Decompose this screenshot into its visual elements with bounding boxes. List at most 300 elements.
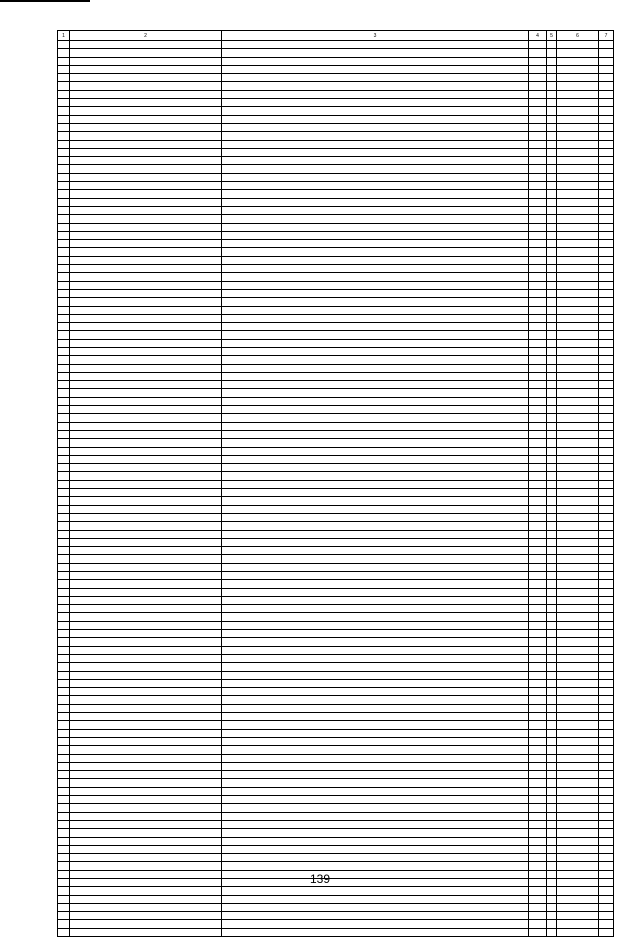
table-cell <box>547 663 557 671</box>
table-cell <box>547 746 557 754</box>
table-cell <box>547 256 557 264</box>
table-cell <box>58 920 70 928</box>
table-cell <box>557 920 599 928</box>
table-cell <box>70 455 222 463</box>
table-cell <box>70 845 222 853</box>
table-cell <box>58 82 70 90</box>
table-cell <box>557 256 599 264</box>
table-cell <box>58 49 70 57</box>
table-row <box>58 356 614 364</box>
table-cell <box>529 74 547 82</box>
table-cell <box>529 928 547 936</box>
table-row <box>58 298 614 306</box>
table-cell <box>58 165 70 173</box>
table-cell <box>547 223 557 231</box>
table-cell <box>557 265 599 273</box>
table-cell <box>557 140 599 148</box>
table-cell <box>547 862 557 870</box>
table-cell <box>529 762 547 770</box>
table-cell <box>547 787 557 795</box>
table-cell <box>557 497 599 505</box>
table-cell <box>557 414 599 422</box>
table-cell <box>58 480 70 488</box>
table-cell <box>599 737 614 745</box>
table-cell <box>557 173 599 181</box>
table-cell <box>222 74 529 82</box>
table-row <box>58 41 614 49</box>
table-cell <box>599 414 614 422</box>
table-cell <box>547 928 557 936</box>
table-cell <box>529 713 547 721</box>
table-cell <box>529 372 547 380</box>
table-cell <box>58 771 70 779</box>
table-cell <box>222 256 529 264</box>
table-cell <box>547 754 557 762</box>
table-cell <box>599 165 614 173</box>
table-cell <box>58 522 70 530</box>
table-cell <box>529 572 547 580</box>
table-cell <box>529 289 547 297</box>
table-cell <box>58 240 70 248</box>
table-cell <box>547 837 557 845</box>
table-cell <box>557 231 599 239</box>
table-cell <box>58 588 70 596</box>
table-cell <box>222 165 529 173</box>
table-cell <box>599 704 614 712</box>
table-cell <box>547 704 557 712</box>
table-row <box>58 256 614 264</box>
table-cell <box>58 497 70 505</box>
table-cell <box>547 671 557 679</box>
table-cell <box>222 737 529 745</box>
table-cell <box>58 696 70 704</box>
table-cell <box>58 422 70 430</box>
table-cell <box>70 688 222 696</box>
table-cell <box>529 796 547 804</box>
table-cell <box>557 323 599 331</box>
table-cell <box>599 99 614 107</box>
table-cell <box>58 256 70 264</box>
table-cell <box>70 920 222 928</box>
table-cell <box>70 555 222 563</box>
table-cell <box>547 298 557 306</box>
table-cell <box>599 679 614 687</box>
table-cell <box>557 912 599 920</box>
table-cell <box>599 190 614 198</box>
table-cell <box>557 605 599 613</box>
column-number: 7 <box>599 31 614 41</box>
table-cell <box>547 588 557 596</box>
table-cell <box>58 107 70 115</box>
table-cell <box>222 148 529 156</box>
table-cell <box>599 90 614 98</box>
table-cell <box>529 837 547 845</box>
table-cell <box>557 779 599 787</box>
table-cell <box>58 430 70 438</box>
table-cell <box>70 912 222 920</box>
table-cell <box>547 198 557 206</box>
table-cell <box>70 115 222 123</box>
table-cell <box>547 41 557 49</box>
table-cell <box>70 231 222 239</box>
table-cell <box>599 256 614 264</box>
table-cell <box>70 215 222 223</box>
table-row <box>58 679 614 687</box>
table-cell <box>222 671 529 679</box>
table-cell <box>557 57 599 65</box>
table-cell <box>547 231 557 239</box>
table-cell <box>70 182 222 190</box>
table-cell <box>58 796 70 804</box>
table-cell <box>529 630 547 638</box>
table-row <box>58 729 614 737</box>
table-cell <box>58 530 70 538</box>
table-cell <box>222 447 529 455</box>
table-cell <box>557 862 599 870</box>
table-cell <box>599 314 614 322</box>
table-cell <box>557 621 599 629</box>
table-cell <box>529 522 547 530</box>
table-cell <box>529 887 547 895</box>
table-cell <box>547 273 557 281</box>
table-cell <box>547 489 557 497</box>
table-row <box>58 339 614 347</box>
table-cell <box>58 57 70 65</box>
table-row <box>58 812 614 820</box>
table-cell <box>222 381 529 389</box>
table-cell <box>557 314 599 322</box>
table-cell <box>58 721 70 729</box>
table-cell <box>547 580 557 588</box>
table-cell <box>58 820 70 828</box>
table-cell <box>557 671 599 679</box>
table-cell <box>547 49 557 57</box>
table-row <box>58 472 614 480</box>
table-cell <box>58 148 70 156</box>
table-row <box>58 65 614 73</box>
table-cell <box>222 215 529 223</box>
table-cell <box>547 356 557 364</box>
table-cell <box>58 812 70 820</box>
table-cell <box>599 771 614 779</box>
table-cell <box>70 397 222 405</box>
table-cell <box>599 613 614 621</box>
table-cell <box>529 787 547 795</box>
table-cell <box>547 406 557 414</box>
table-row <box>58 713 614 721</box>
table-cell <box>58 206 70 214</box>
table-row <box>58 887 614 895</box>
table-cell <box>599 812 614 820</box>
table-cell <box>529 505 547 513</box>
table-cell <box>529 430 547 438</box>
table-row <box>58 845 614 853</box>
table-row <box>58 107 614 115</box>
table-cell <box>557 522 599 530</box>
table-cell <box>599 497 614 505</box>
table-cell <box>529 173 547 181</box>
table-cell <box>599 480 614 488</box>
table-cell <box>547 364 557 372</box>
table-cell <box>599 240 614 248</box>
table-cell <box>599 671 614 679</box>
table-cell <box>58 215 70 223</box>
table-cell <box>547 480 557 488</box>
table-cell <box>557 82 599 90</box>
column-number: 4 <box>529 31 547 41</box>
table-cell <box>547 182 557 190</box>
table-cell <box>599 538 614 546</box>
table-cell <box>557 99 599 107</box>
table-cell <box>222 190 529 198</box>
table-cell <box>599 198 614 206</box>
table-cell <box>599 422 614 430</box>
table-cell <box>222 721 529 729</box>
table-cell <box>529 621 547 629</box>
table-cell <box>529 314 547 322</box>
table-row <box>58 248 614 256</box>
table-cell <box>58 123 70 131</box>
table-cell <box>529 206 547 214</box>
table-cell <box>58 339 70 347</box>
table-cell <box>70 140 222 148</box>
table-cell <box>547 679 557 687</box>
table-cell <box>222 613 529 621</box>
table-cell <box>529 472 547 480</box>
table-cell <box>222 173 529 181</box>
table-cell <box>222 547 529 555</box>
table-cell <box>547 331 557 339</box>
table-cell <box>547 464 557 472</box>
table-cell <box>529 455 547 463</box>
table-cell <box>547 779 557 787</box>
table-cell <box>599 887 614 895</box>
table-cell <box>557 688 599 696</box>
table-cell <box>547 447 557 455</box>
column-number: 1 <box>58 31 70 41</box>
table-cell <box>58 779 70 787</box>
table-cell <box>70 364 222 372</box>
table-cell <box>222 206 529 214</box>
table-row <box>58 654 614 662</box>
table-cell <box>557 430 599 438</box>
table-cell <box>529 157 547 165</box>
table-cell <box>599 381 614 389</box>
table-cell <box>557 49 599 57</box>
table-cell <box>599 796 614 804</box>
table-cell <box>70 306 222 314</box>
table-row <box>58 704 614 712</box>
table-cell <box>70 854 222 862</box>
table-cell <box>58 406 70 414</box>
table-cell <box>222 364 529 372</box>
table-cell <box>70 99 222 107</box>
table-cell <box>70 862 222 870</box>
table-cell <box>222 41 529 49</box>
table-cell <box>557 538 599 546</box>
table-cell <box>599 596 614 604</box>
table-cell <box>557 148 599 156</box>
table-cell <box>599 580 614 588</box>
table-row <box>58 231 614 239</box>
table-cell <box>70 505 222 513</box>
table-cell <box>529 248 547 256</box>
table-cell <box>547 165 557 173</box>
table-row <box>58 895 614 903</box>
table-cell <box>547 887 557 895</box>
table-cell <box>599 447 614 455</box>
table-cell <box>599 331 614 339</box>
table-cell <box>529 182 547 190</box>
table-row <box>58 331 614 339</box>
table-cell <box>222 605 529 613</box>
table-cell <box>599 265 614 273</box>
table-cell <box>547 57 557 65</box>
table-cell <box>58 273 70 281</box>
table-row <box>58 497 614 505</box>
table-cell <box>599 746 614 754</box>
table-cell <box>222 522 529 530</box>
table-cell <box>58 580 70 588</box>
table-cell <box>599 389 614 397</box>
table-body <box>58 41 614 937</box>
table-cell <box>547 497 557 505</box>
table-cell <box>222 140 529 148</box>
table-row <box>58 771 614 779</box>
table-cell <box>547 314 557 322</box>
table-cell <box>557 820 599 828</box>
table-cell <box>58 323 70 331</box>
table-cell <box>547 472 557 480</box>
table-cell <box>529 99 547 107</box>
table-cell <box>58 862 70 870</box>
table-row <box>58 630 614 638</box>
table-row <box>58 447 614 455</box>
table-cell <box>222 555 529 563</box>
table-cell <box>222 497 529 505</box>
table-cell <box>70 796 222 804</box>
table-row <box>58 489 614 497</box>
table-cell <box>557 397 599 405</box>
table-cell <box>58 41 70 49</box>
table-cell <box>529 563 547 571</box>
table-cell <box>599 489 614 497</box>
table-row <box>58 215 614 223</box>
table-cell <box>222 99 529 107</box>
table-cell <box>222 82 529 90</box>
table-cell <box>70 190 222 198</box>
table-cell <box>599 547 614 555</box>
table-cell <box>58 198 70 206</box>
table-cell <box>70 820 222 828</box>
table-cell <box>70 430 222 438</box>
table-row <box>58 157 614 165</box>
table-cell <box>70 173 222 181</box>
table-cell <box>547 289 557 297</box>
table-cell <box>222 397 529 405</box>
document-sheet <box>57 30 613 866</box>
table-cell <box>599 605 614 613</box>
table-cell <box>557 389 599 397</box>
table-row <box>58 372 614 380</box>
table-cell <box>70 256 222 264</box>
table-cell <box>599 696 614 704</box>
table-cell <box>599 754 614 762</box>
table-cell <box>70 779 222 787</box>
table-cell <box>529 364 547 372</box>
table-cell <box>557 713 599 721</box>
table-cell <box>529 646 547 654</box>
table-cell <box>529 555 547 563</box>
table-cell <box>557 65 599 73</box>
table-cell <box>70 480 222 488</box>
table-row <box>58 920 614 928</box>
table-cell <box>557 347 599 355</box>
table-cell <box>599 455 614 463</box>
table-cell <box>222 240 529 248</box>
table-cell <box>58 605 70 613</box>
table-cell <box>599 729 614 737</box>
table-cell <box>70 41 222 49</box>
table-cell <box>547 522 557 530</box>
table-cell <box>222 480 529 488</box>
table-cell <box>547 796 557 804</box>
table-cell <box>222 530 529 538</box>
table-cell <box>599 829 614 837</box>
table-cell <box>557 480 599 488</box>
table-cell <box>599 397 614 405</box>
table-cell <box>70 605 222 613</box>
table-cell <box>529 588 547 596</box>
table-cell <box>58 248 70 256</box>
table-row <box>58 563 614 571</box>
table-cell <box>599 49 614 57</box>
table-cell <box>222 223 529 231</box>
table-row <box>58 265 614 273</box>
table-cell <box>599 372 614 380</box>
table-cell <box>547 596 557 604</box>
table-cell <box>547 572 557 580</box>
table-cell <box>70 323 222 331</box>
table-cell <box>557 107 599 115</box>
table-cell <box>547 513 557 521</box>
table-cell <box>529 530 547 538</box>
table-cell <box>599 281 614 289</box>
table-cell <box>529 737 547 745</box>
table-cell <box>222 464 529 472</box>
table-cell <box>529 422 547 430</box>
table-cell <box>547 721 557 729</box>
table-cell <box>599 713 614 721</box>
table-cell <box>529 132 547 140</box>
table-cell <box>70 165 222 173</box>
table-cell <box>529 854 547 862</box>
table-cell <box>222 49 529 57</box>
table-cell <box>599 920 614 928</box>
table-cell <box>58 804 70 812</box>
table-cell <box>222 314 529 322</box>
table-cell <box>557 796 599 804</box>
table-row <box>58 182 614 190</box>
table-cell <box>547 115 557 123</box>
table-cell <box>222 787 529 795</box>
table-row <box>58 455 614 463</box>
table-cell <box>557 837 599 845</box>
table-cell <box>557 771 599 779</box>
table-cell <box>58 845 70 853</box>
table-cell <box>58 630 70 638</box>
table-row <box>58 99 614 107</box>
